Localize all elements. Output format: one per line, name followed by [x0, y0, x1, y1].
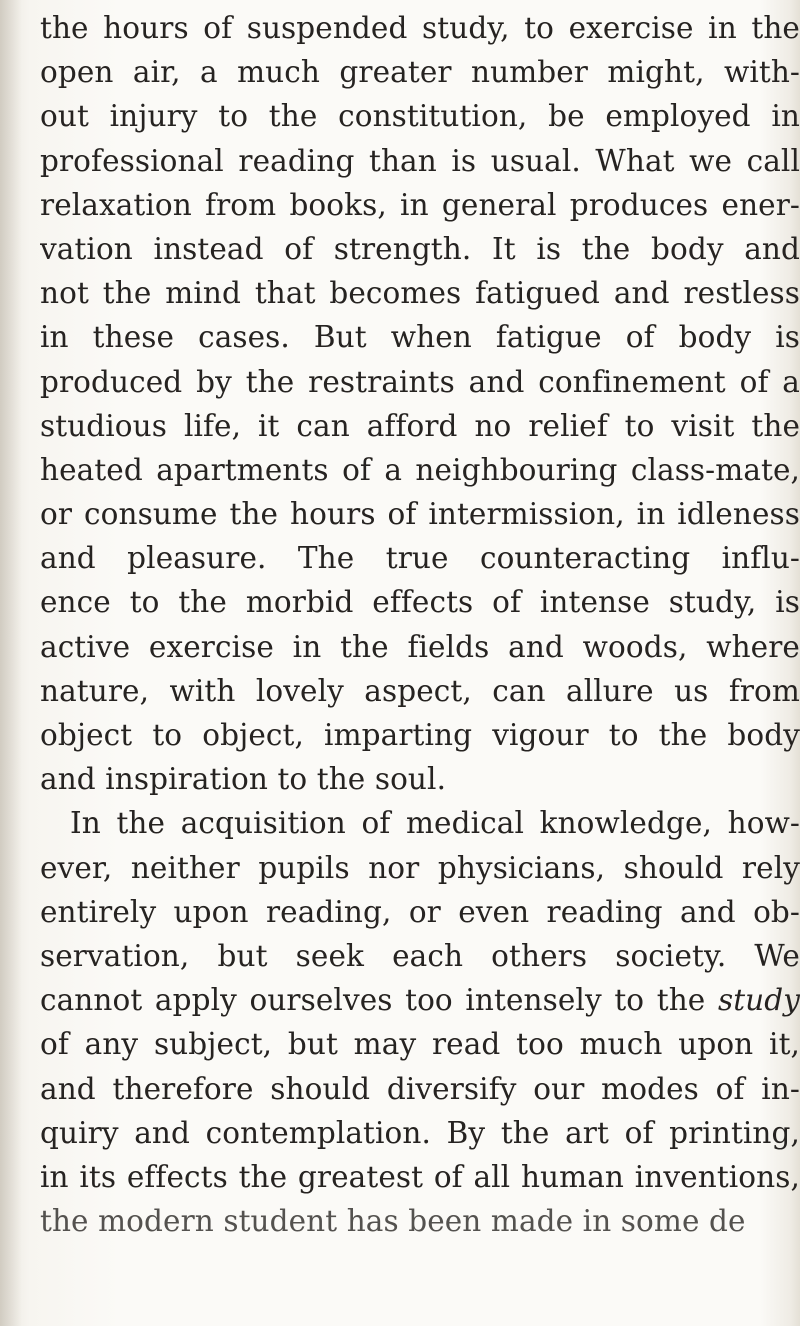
text-line: the modern student has been made in some de	[40, 1204, 746, 1239]
text-line: not the mind that becomes fatigued and restless	[40, 276, 800, 311]
text-line: or consume the hours of intermission, in idleness	[40, 497, 800, 532]
text-line-part: cannot apply ourselves too intensely to the	[40, 983, 718, 1018]
text-line: nature, with lovely aspect, can allure us from	[40, 673, 800, 708]
text-line: in its effects the greatest of all human inventions,	[40, 1159, 800, 1194]
text-line: heated apartments of a neighbouring class-mate,	[40, 452, 800, 487]
text-line: the hours of suspended study, to exercise in the	[40, 11, 800, 45]
emphasized-word: study	[717, 983, 800, 1018]
text-line: of any subject, but may read too much upon it,	[40, 1027, 800, 1062]
page-gutter-shadow	[0, 0, 22, 1326]
text-line: and inspiration to the soul.	[40, 762, 447, 797]
text-line: relaxation from books, in general produces ener-	[40, 187, 800, 222]
text-line: ever, neither pupils nor physicians, should rely	[40, 850, 800, 885]
text-line: out injury to the constitution, be employed in	[40, 99, 800, 134]
text-line: and therefore should diversify our modes of in-	[40, 1071, 800, 1106]
text-line-with-emphasis	[40, 978, 800, 1022]
text-line: entirely upon reading, or even reading and ob-	[40, 894, 800, 929]
body-text	[40, 6, 800, 1243]
text-line: vation instead of strength. It is the body and	[40, 231, 800, 266]
text-line: in these cases. But when fatigue of body is	[40, 320, 800, 355]
text-line: and pleasure. The true counteracting influ-	[40, 541, 800, 576]
text-line: ence to the morbid effects of intense study, is	[40, 585, 800, 620]
text-line: object to object, imparting vigour to the body	[40, 718, 800, 752]
text-line: produced by the restraints and confinement of a	[40, 364, 800, 399]
text-line: In the acquisition of medical knowledge, how-	[70, 806, 800, 841]
text-line: professional reading than is usual. What we call	[40, 143, 800, 178]
text-line: active exercise in the fields and woods, where	[40, 629, 800, 664]
text-line: quiry and contemplation. By the art of printing,	[40, 1115, 800, 1150]
text-line: servation, but seek each others society. We	[40, 938, 800, 973]
text-line: studious life, it can afford no relief to visit the	[40, 408, 800, 443]
text-line: open air, a much greater number might, with-	[40, 55, 800, 90]
